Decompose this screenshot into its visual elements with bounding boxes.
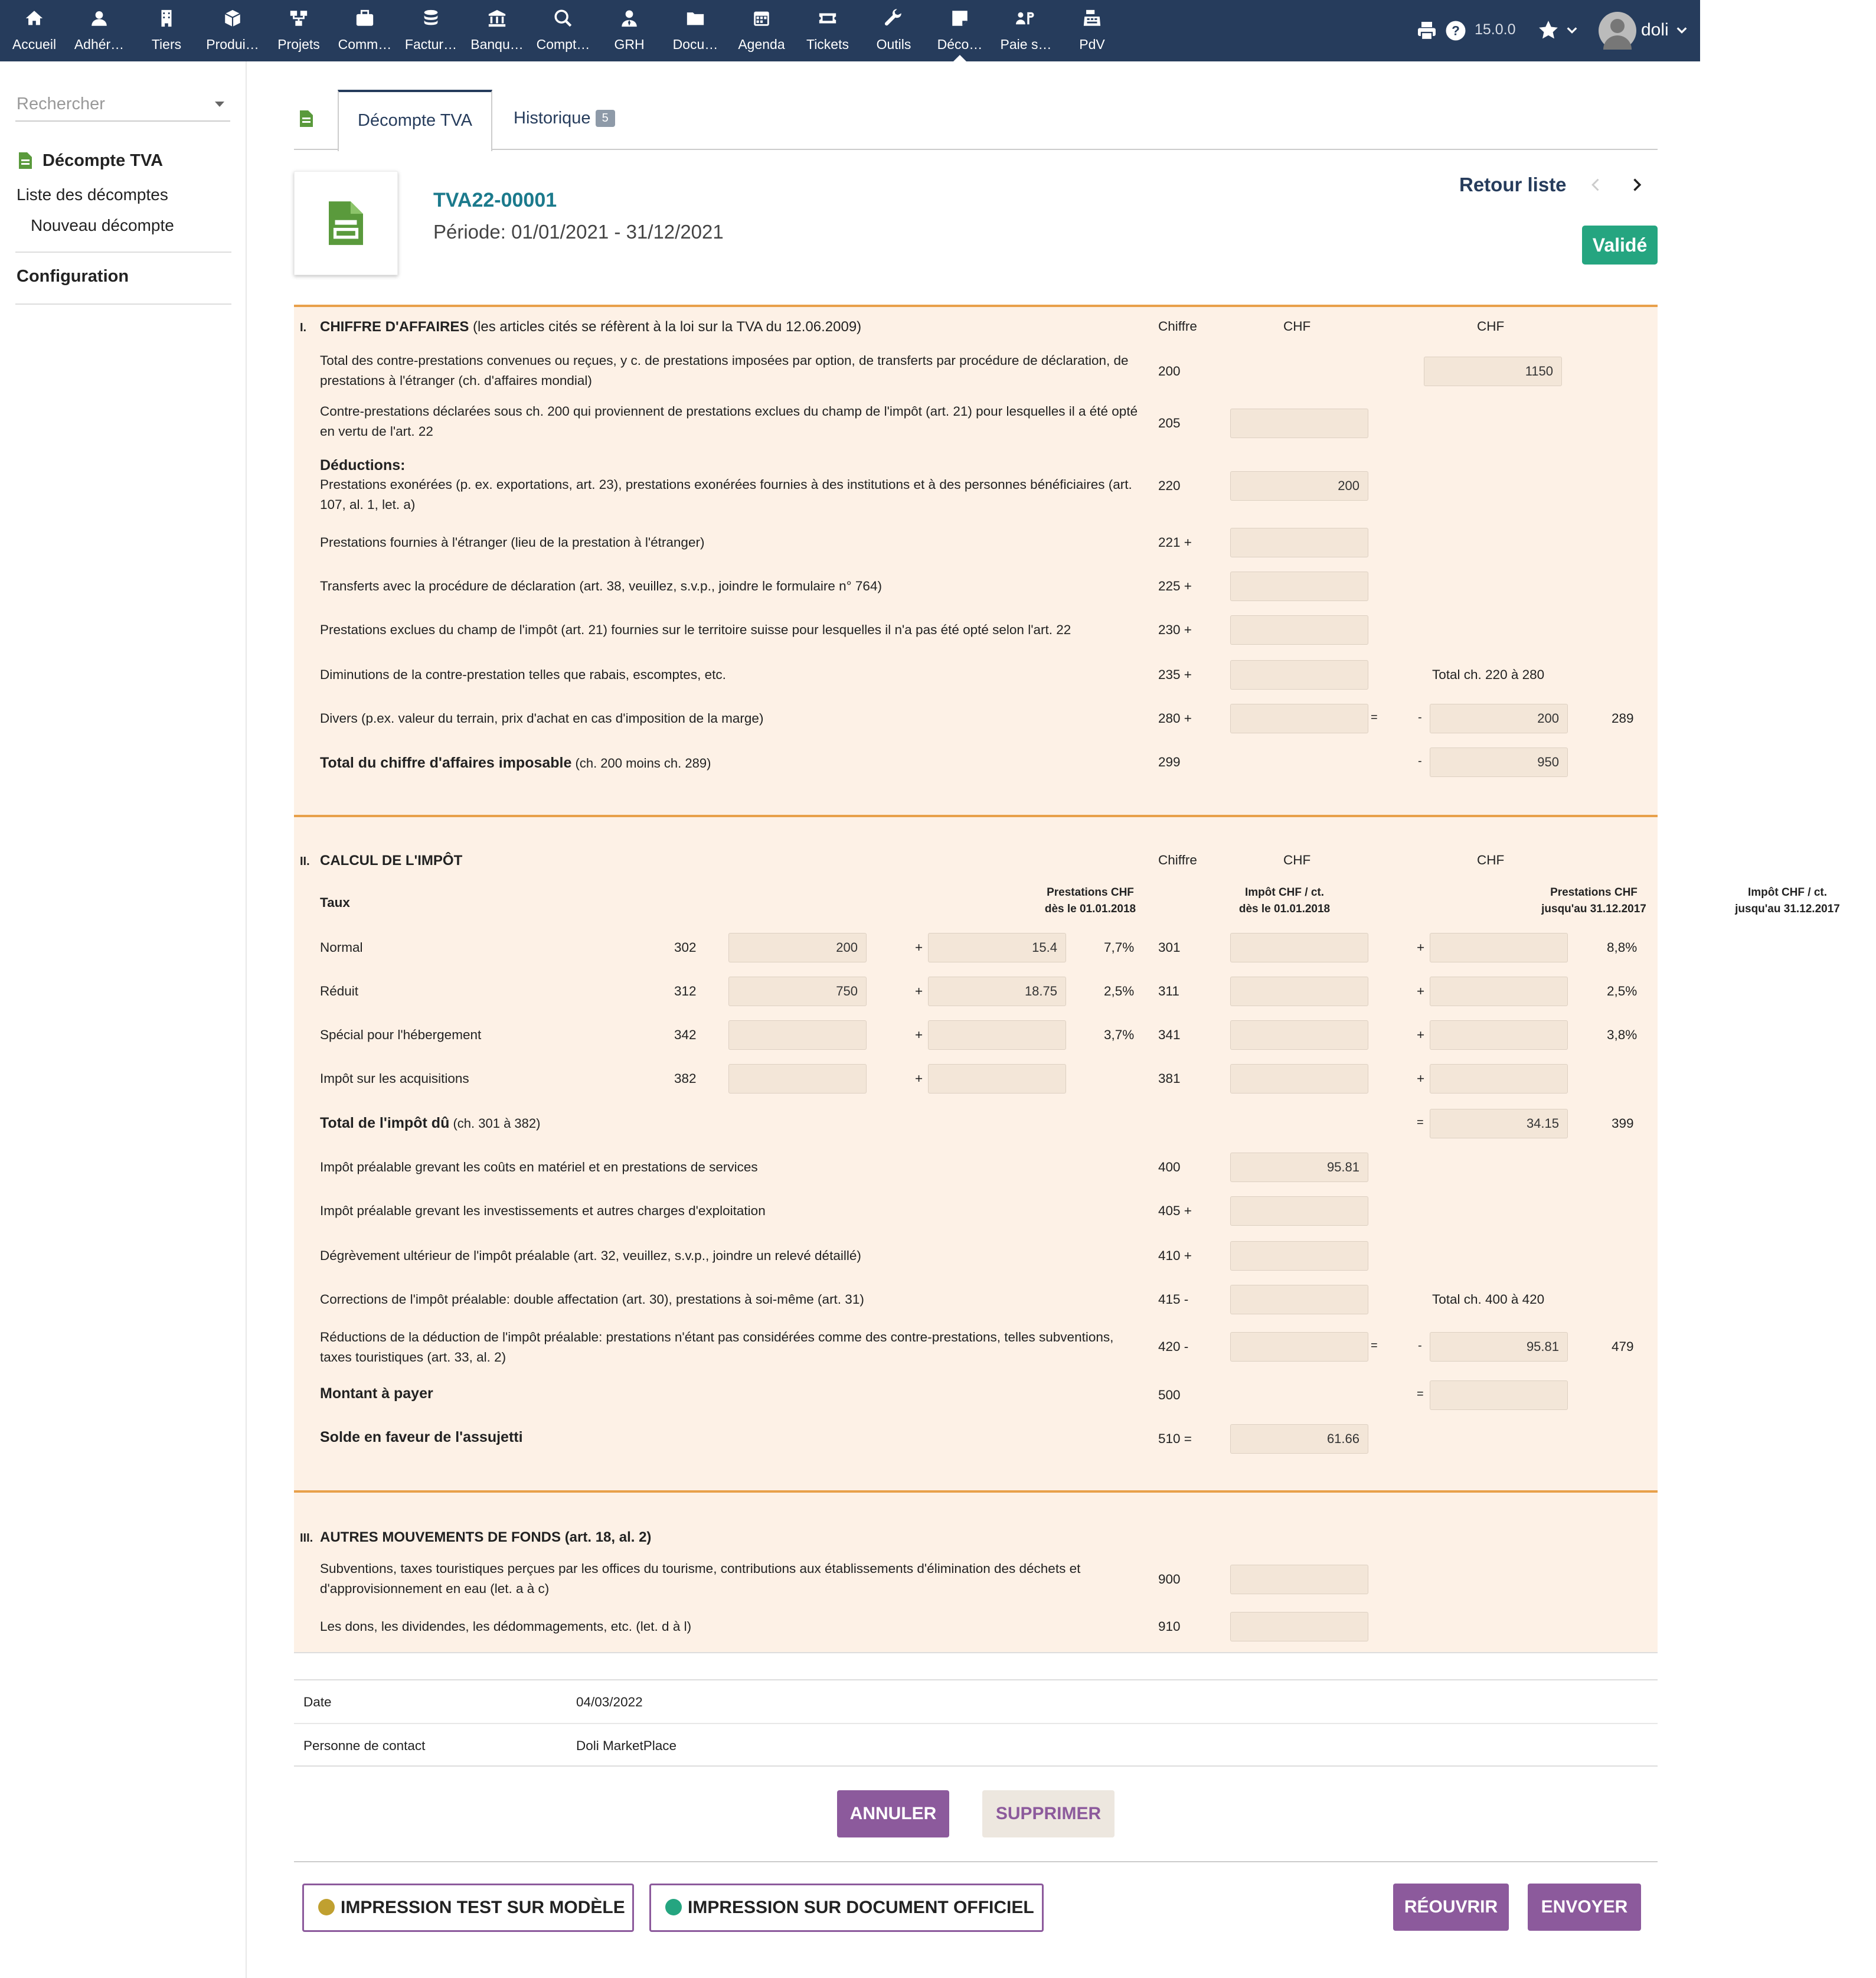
line-479-input[interactable]: 95.81	[1430, 1332, 1568, 1362]
line-280-input[interactable]	[1230, 704, 1368, 733]
next-record-icon[interactable]	[1628, 175, 1645, 198]
rate-tax-input[interactable]: 15.4	[928, 933, 1066, 962]
section-title: CALCUL DE L'IMPÔT	[320, 853, 463, 869]
header-line: dès le 01.01.2018	[1238, 903, 1331, 915]
search-select[interactable]	[15, 91, 230, 122]
line-200-code: 200	[1158, 364, 1181, 378]
rate-code: 342	[674, 1027, 697, 1042]
minus-sign: -	[1418, 711, 1422, 724]
print-test-button[interactable]	[302, 1884, 634, 1932]
total-tax-input[interactable]: 34.15	[1430, 1109, 1568, 1138]
line-420-input[interactable]	[1230, 1332, 1368, 1362]
nav-billing[interactable]: Factur…	[398, 0, 464, 61]
nav-products[interactable]: Produi…	[200, 0, 266, 61]
user-chevron-down-icon[interactable]	[1675, 24, 1688, 40]
line-235-code: 235 +	[1158, 667, 1192, 682]
rate-tax-2017-input[interactable]	[1430, 933, 1568, 962]
line-220-code: 220	[1158, 478, 1181, 493]
rate-percent: 3,7%	[1104, 1027, 1135, 1042]
line-289-input[interactable]: 200	[1430, 704, 1568, 733]
nav-commercial[interactable]: Comm…	[332, 0, 398, 61]
nav-accounting[interactable]: Compt…	[530, 0, 596, 61]
sidebar-divider	[15, 252, 231, 253]
line-225-code: 225 +	[1158, 579, 1192, 593]
rate-code-2017: 381	[1158, 1071, 1181, 1086]
section-title-note: (les articles cités se réfèrent à la loi sur la TVA du 12.06.2009)	[469, 319, 862, 335]
line-500-code: 500	[1158, 1388, 1181, 1402]
nav-pos[interactable]: PdV	[1059, 0, 1125, 61]
line-220-input[interactable]: 200	[1230, 471, 1368, 501]
back-to-list-link[interactable]: Retour liste	[1459, 174, 1567, 195]
cancel-button[interactable]: ANNULER	[837, 1790, 949, 1837]
help-icon[interactable]	[1445, 20, 1466, 45]
nav-tools[interactable]: Outils	[861, 0, 927, 61]
rate-percent-2017: 2,5%	[1607, 984, 1638, 998]
dot-yellow-icon	[318, 1899, 335, 1915]
line-221-label: Prestations fournies à l'étranger (lieu de la prestation à l'étranger)	[320, 535, 705, 550]
line-510-label: Solde en faveur de l'assujetti	[320, 1429, 523, 1445]
sidebar-title[interactable]: Décompte TVA	[43, 151, 164, 170]
sitemap-icon	[266, 8, 332, 28]
rate-sales-input[interactable]: 200	[728, 933, 867, 962]
username[interactable]: doli	[1641, 20, 1669, 40]
line-299-code: 299	[1158, 755, 1181, 769]
reopen-button[interactable]: RÉOUVRIR	[1393, 1884, 1509, 1931]
line-221-code: 221 +	[1158, 535, 1192, 550]
line-399-code: 399	[1612, 1116, 1634, 1131]
wrench-icon	[861, 8, 927, 28]
rate-sales-2017-input[interactable]	[1230, 1064, 1368, 1094]
search-placeholder: Rechercher	[17, 94, 105, 113]
header-line: Prestations CHF	[1550, 886, 1638, 899]
plus-sign: +	[915, 940, 923, 955]
vat-doc-icon	[19, 152, 32, 172]
plus-sign: +	[915, 1027, 923, 1042]
section-title: AUTRES MOUVEMENTS DE FONDS (art. 18, al. 2)	[320, 1529, 652, 1545]
line-299-label-text: Total du chiffre d'affaires imposable	[320, 755, 572, 771]
print-official-label: IMPRESSION SUR DOCUMENT OFFICIEL	[688, 1898, 1034, 1917]
line-225-input[interactable]	[1230, 572, 1368, 601]
line-400-input[interactable]: 95.81	[1230, 1153, 1368, 1182]
sidebar-link-list[interactable]: Liste des décomptes	[17, 185, 168, 204]
tab-vat-declaration[interactable]: Décompte TVA	[338, 90, 492, 151]
send-button[interactable]: ENVOYER	[1528, 1884, 1641, 1931]
date-value: 04/03/2022	[576, 1695, 643, 1709]
line-420-code: 420 -	[1158, 1339, 1189, 1354]
dot-green-icon	[665, 1899, 682, 1915]
rate-code-2017: 341	[1158, 1027, 1181, 1042]
line-500-label: Montant à payer	[320, 1385, 433, 1402]
line-299-input[interactable]: 950	[1430, 748, 1568, 777]
line-415-code: 415 -	[1158, 1292, 1189, 1307]
nav-home[interactable]: Accueil	[0, 0, 68, 61]
line-420-label: Réductions de la déduction de l'impôt préalable: prestations n'étant pas considérées comme des contre-prestations, telles subventions, taxes touristiques (art. 33, al. 2)	[320, 1330, 1114, 1365]
home-icon	[0, 8, 68, 28]
col-header-chf: CHF	[1477, 319, 1505, 334]
line-200-input[interactable]: 1150	[1424, 357, 1562, 386]
line-479-code: 479	[1612, 1339, 1634, 1354]
line-289-code: 289	[1612, 711, 1634, 726]
note-icon	[927, 8, 993, 28]
line-205-label: Contre-prestations déclarées sous ch. 200 qui proviennent de prestations exclues du champ de l'impôt (art. 21) pour lesquelles il a été opté en vertu de l'art. 22	[320, 404, 1138, 439]
tab-bar	[294, 90, 1658, 150]
info-table	[294, 1679, 1658, 1767]
print-test-label: IMPRESSION TEST SUR MODÈLE	[341, 1898, 625, 1917]
chevron-down-icon	[215, 102, 224, 107]
rate-code-2017: 301	[1158, 940, 1181, 955]
nav-tickets[interactable]: Tickets	[795, 0, 861, 61]
total-tax-note: (ch. 301 à 382)	[449, 1116, 541, 1131]
rate-sales-2017-input[interactable]	[1230, 933, 1368, 962]
line-230-input[interactable]	[1230, 615, 1368, 645]
col-header-tax-2018	[1202, 884, 1367, 918]
line-400-code: 400	[1158, 1160, 1181, 1174]
avatar[interactable]	[1599, 12, 1636, 50]
equals-sign: -	[1418, 755, 1422, 768]
total-tax-label-text: Total de l'impôt dû	[320, 1115, 450, 1131]
equals-sign: =	[1417, 1116, 1424, 1129]
tab-history-label: Historique	[514, 109, 591, 128]
line-220-label: Prestations exonérées (p. ex. exportations, art. 23), prestations exonérées fournies à des institutions et à des personnes bénéficiaires (art. 107, al. 1, let. a)	[320, 477, 1132, 512]
top-navbar	[0, 0, 1700, 61]
rate-row-accommodation	[294, 1020, 1658, 1056]
rate-label: Impôt sur les acquisitions	[320, 1071, 469, 1086]
header-line: Impôt CHF / ct.	[1244, 886, 1325, 899]
divider	[294, 1861, 1658, 1862]
status-badge: Validé	[1582, 226, 1658, 265]
rate-tax-2017-input[interactable]	[1430, 977, 1568, 1006]
nav-documents[interactable]: Docu…	[662, 0, 728, 61]
sidebar-link-new[interactable]: Nouveau décompte	[31, 216, 174, 234]
rate-row-normal	[294, 933, 1658, 968]
plus-sign: +	[915, 1071, 923, 1086]
nav-agenda[interactable]: Agenda	[728, 0, 795, 61]
user-p-icon	[993, 8, 1059, 28]
bookmark-star-icon[interactable]	[1537, 19, 1560, 45]
plus-sign: +	[1417, 984, 1425, 998]
ticket-icon	[795, 8, 861, 28]
col-header-code: Chiffre	[1158, 319, 1197, 334]
section-number: III.	[300, 1532, 313, 1545]
line-510-input[interactable]: 61.66	[1230, 1424, 1368, 1454]
line-900-input[interactable]	[1230, 1565, 1368, 1594]
bookmark-chevron-down-icon[interactable]	[1565, 24, 1578, 40]
vat-doc-icon	[300, 110, 313, 131]
plus-sign: +	[1417, 1071, 1425, 1086]
contact-value: Doli MarketPlace	[576, 1738, 677, 1753]
line-910-code: 910	[1158, 1619, 1181, 1634]
rate-label: Normal	[320, 940, 363, 955]
rate-tax-input[interactable]	[928, 1064, 1066, 1094]
line-900-code: 900	[1158, 1572, 1181, 1587]
col-header-sales-2018	[1005, 884, 1175, 918]
equals-sign: =	[1417, 1388, 1424, 1401]
nav-bank[interactable]: Banqu…	[464, 0, 530, 61]
nav-projects[interactable]: Projets	[266, 0, 332, 61]
line-405-code: 405 +	[1158, 1203, 1192, 1218]
line-230-code: 230 +	[1158, 622, 1192, 637]
header-line: Prestations CHF	[1047, 886, 1134, 899]
line-900-label: Subventions, taxes touristiques perçues par les offices du tourisme, contributions aux établissements d'élimination des déchets et d'approvisionnement en eau (let. a à c)	[320, 1561, 1081, 1596]
vat-doc-icon	[329, 200, 363, 250]
line-500-input[interactable]	[1430, 1380, 1568, 1410]
search-dollar-icon	[530, 8, 596, 28]
rate-percent-2017: 3,8%	[1607, 1027, 1638, 1042]
folder-icon	[662, 8, 728, 28]
rate-code: 312	[674, 984, 697, 998]
line-205-input[interactable]	[1230, 409, 1368, 438]
line-225-label: Transferts avec la procédure de déclaration (art. 38, veuillez, s.v.p., joindre le formulaire n° 764)	[320, 579, 882, 593]
equals-sign: =	[1371, 711, 1378, 724]
line-221-input[interactable]	[1230, 528, 1368, 557]
line-510-code: 510 =	[1158, 1431, 1192, 1446]
contact-label: Personne de contact	[303, 1738, 426, 1753]
rate-sales-input[interactable]	[728, 1064, 867, 1094]
line-200-label: Total des contre-prestations convenues ou reçues, y c. de prestations imposées par option, de transferts par procédure de déclaration, de prestations à l'étranger (ch. d'affaires mondial)	[320, 353, 1129, 388]
prev-record-icon[interactable]	[1588, 175, 1604, 198]
document-thumbnail	[294, 171, 398, 275]
header-line: jusqu'au 31.12.2017	[1735, 903, 1840, 915]
line-415-input[interactable]	[1230, 1285, 1368, 1314]
line-910-input[interactable]	[1230, 1612, 1368, 1641]
user-tie-icon	[596, 8, 662, 28]
deductions-heading: Déductions:	[320, 457, 406, 474]
rate-sales-input[interactable]: 750	[728, 977, 867, 1006]
rate-code: 382	[674, 1071, 697, 1086]
date-label: Date	[303, 1695, 332, 1709]
section-number: I.	[300, 321, 307, 334]
rate-percent: 7,7%	[1104, 940, 1135, 955]
rate-code-2017: 311	[1158, 984, 1179, 998]
plus-sign: +	[1417, 940, 1425, 955]
minus-sign: -	[1418, 1339, 1422, 1352]
line-410-label: Dégrèvement ultérieur de l'impôt préalable (art. 32, veuillez, s.v.p., joindre un relevé détaillé)	[320, 1248, 861, 1263]
line-299-note: (ch. 200 moins ch. 289)	[571, 756, 711, 771]
briefcase-icon	[332, 8, 398, 28]
line-410-input[interactable]	[1230, 1241, 1368, 1271]
plus-sign: +	[915, 984, 923, 998]
print-official-button[interactable]	[649, 1884, 1044, 1932]
equals-sign: =	[1371, 1339, 1378, 1352]
rate-percent-2017: 8,8%	[1607, 940, 1638, 955]
line-415-label: Corrections de l'impôt préalable: double affectation (art. 30), prestations à soi-même (art. 31)	[320, 1292, 864, 1307]
rate-percent: 2,5%	[1104, 984, 1135, 998]
svg-text:?: ?	[1452, 23, 1460, 38]
bank-icon	[464, 8, 530, 28]
record-ref: TVA22-00001	[433, 189, 557, 211]
rate-tax-2017-input[interactable]	[1430, 1020, 1568, 1050]
rate-sales-2017-input[interactable]	[1230, 977, 1368, 1006]
nav-payroll[interactable]: Paie s…	[993, 0, 1059, 61]
building-icon	[133, 8, 200, 28]
rate-row-reduced	[294, 977, 1658, 1012]
line-205-code: 205	[1158, 416, 1181, 430]
print-icon[interactable]	[1416, 20, 1438, 45]
total-400-420-label: Total ch. 400 à 420	[1432, 1292, 1545, 1307]
col-header-code: Chiffre	[1158, 853, 1197, 867]
nav-members[interactable]: Adhér…	[68, 0, 130, 61]
sidebar-configuration[interactable]: Configuration	[17, 267, 129, 286]
line-280-label: Divers (p.ex. valeur du terrain, prix d'achat en cas d'imposition de la marge)	[320, 711, 764, 726]
rate-row-acquisitions	[294, 1064, 1658, 1099]
col-header-tax-2017	[1699, 884, 1876, 918]
line-230-label: Prestations exclues du champ de l'impôt (art. 21) fournies sur le territoire suisse pour lesquelles il n'a pas été opté selon l'art. 22	[320, 622, 1071, 637]
calendar-icon	[728, 8, 795, 28]
section-other-cash-flows	[294, 1493, 1658, 1653]
tab-history[interactable]	[514, 109, 615, 128]
history-count-badge: 5	[596, 110, 615, 127]
header-line: Impôt CHF / ct.	[1747, 886, 1828, 899]
cube-icon	[200, 8, 266, 28]
user-icon	[68, 8, 130, 28]
col-header-chf: CHF	[1477, 853, 1505, 867]
nav-hrm[interactable]: GRH	[596, 0, 662, 61]
header-line: dès le 01.01.2018	[1044, 903, 1136, 915]
section-turnover	[294, 305, 1658, 817]
section-title	[320, 319, 861, 335]
line-910-label: Les dons, les dividendes, les dédommagements, etc. (let. d à l)	[320, 1619, 692, 1634]
line-235-input[interactable]	[1230, 660, 1368, 690]
rate-label: Spécial pour l'hébergement	[320, 1027, 482, 1042]
rate-sales-2017-input[interactable]	[1230, 1020, 1368, 1050]
row-divider	[294, 1723, 1658, 1724]
rate-heading: Taux	[320, 895, 350, 910]
col-header-chf: CHF	[1283, 853, 1311, 867]
header-line: jusqu'au 31.12.2017	[1541, 903, 1646, 915]
nav-vat-declaration[interactable]: Déco…	[927, 0, 993, 61]
line-405-label: Impôt préalable grevant les investissements et autres charges d'exploitation	[320, 1203, 766, 1218]
rate-sales-input[interactable]	[728, 1020, 867, 1050]
record-period: Période: 01/01/2021 - 31/12/2021	[433, 221, 724, 243]
rate-label: Réduit	[320, 984, 359, 998]
total-220-280-label: Total ch. 220 à 280	[1432, 667, 1545, 682]
sidebar-divider	[15, 303, 231, 305]
line-400-label: Impôt préalable grevant les coûts en matériel et en prestations de services	[320, 1160, 758, 1174]
coins-icon	[398, 8, 464, 28]
rate-tax-input[interactable]	[928, 1020, 1066, 1050]
rate-code: 302	[674, 940, 697, 955]
rate-tax-input[interactable]: 18.75	[928, 977, 1066, 1006]
nav-thirdparties[interactable]: Tiers	[133, 0, 200, 61]
section-tax-calculation	[294, 817, 1840, 1493]
line-405-input[interactable]	[1230, 1196, 1368, 1226]
plus-sign: +	[1417, 1027, 1425, 1042]
col-header-chf: CHF	[1283, 319, 1311, 334]
line-280-code: 280 +	[1158, 711, 1192, 726]
total-tax-label	[320, 1115, 540, 1132]
cash-register-icon	[1059, 8, 1125, 28]
rate-tax-2017-input[interactable]	[1430, 1064, 1568, 1094]
line-299-label	[320, 755, 711, 772]
version-label: 15.0.0	[1475, 21, 1516, 38]
section-title-text: CHIFFRE D'AFFAIRES	[320, 319, 469, 335]
delete-button[interactable]: SUPPRIMER	[982, 1790, 1115, 1837]
col-header-sales-2017	[1505, 884, 1682, 918]
section-number: II.	[300, 855, 310, 868]
left-sidebar	[0, 61, 247, 1978]
line-410-code: 410 +	[1158, 1248, 1192, 1263]
line-235-label: Diminutions de la contre-prestation telles que rabais, escomptes, etc.	[320, 667, 726, 682]
